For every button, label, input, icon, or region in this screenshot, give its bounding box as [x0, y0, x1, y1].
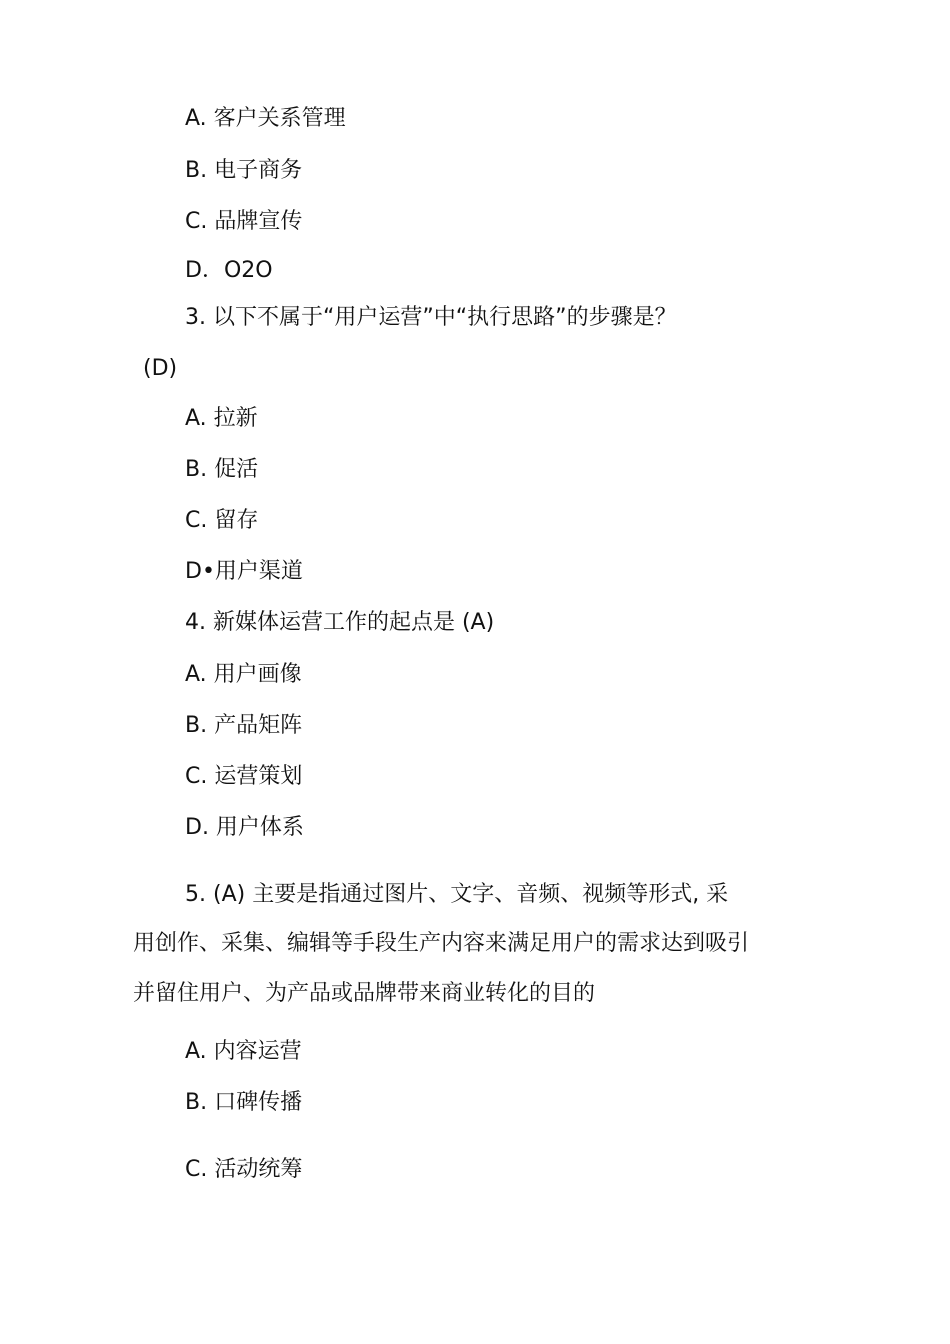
q3-option-c: C. 留存 [185, 508, 259, 533]
q5-option-c: C. 活动统筹 [185, 1157, 303, 1182]
q4-stem: 4. 新媒体运营工作的起点是 (A) [185, 610, 495, 635]
q3-option-a: A. 拉新 [185, 406, 258, 431]
q4-option-c: C. 运营策划 [185, 764, 303, 789]
q5-stem-line-2: 用创作、采集、编辑等手段生产内容来满足用户的需求达到吸引 [133, 931, 750, 956]
q5-stem-line-3: 并留住用户、为产品或品牌带来商业转化的目的 [133, 981, 596, 1006]
q5-option-a: A. 内容运营 [185, 1039, 302, 1064]
q2-option-c: C. 品牌宣传 [185, 209, 303, 234]
q4-option-a: A. 用户画像 [185, 662, 302, 687]
q2-option-a: A. 客户关系管理 [185, 106, 346, 131]
q2-option-b: B. 电子商务 [185, 158, 303, 183]
q5-option-b: B. 口碑传播 [185, 1090, 303, 1115]
q4-option-b: B. 产品矩阵 [185, 713, 303, 738]
q3-option-b: B. 促活 [185, 457, 259, 482]
q4-option-d: D. 用户体系 [185, 815, 304, 840]
q5-stem-line-1: 5. (A) 主要是指通过图片、文字、音频、视频等形式, 采 [185, 882, 729, 907]
q3-answer: (D) [143, 356, 178, 381]
q3-option-d: D•用户渠道 [185, 559, 303, 584]
q3-stem: 3. 以下不属于“用户运营”中“执行思路”的步骤是？ [185, 305, 677, 330]
q2-option-d: D．O2O [185, 258, 273, 283]
